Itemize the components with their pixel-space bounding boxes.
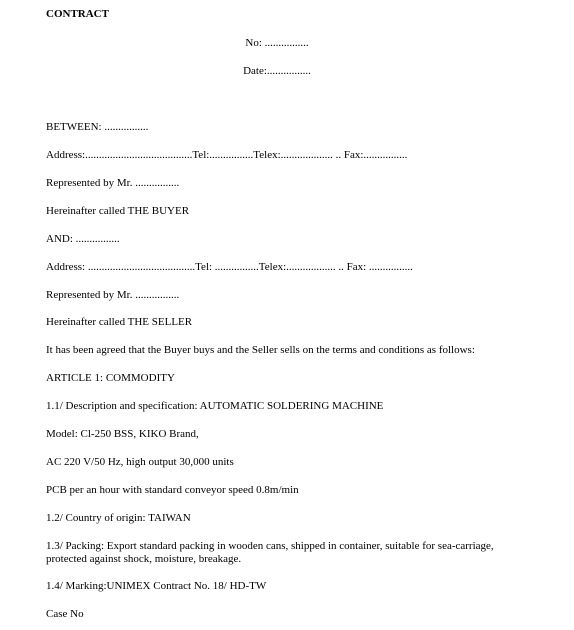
seller-called: Hereinafter called THE SELLER: [46, 316, 193, 328]
contract-date: Date:................: [243, 65, 311, 77]
article-1-packing: 1.3/ Packing: Export standard packing in wooden cans, shipped in container, suitable for sea-carriage, protected against shock, moisture, breakage.: [46, 540, 494, 565]
agreement-text: It has been agreed that the Buyer buys and the Seller sells on the terms and conditions as follows:: [46, 344, 475, 356]
article-1-power: AC 220 V/50 Hz, high output 30,000 units: [46, 456, 234, 468]
buyer-called: Hereinafter called THE BUYER: [46, 205, 190, 217]
article-1-model: Model: Cl-250 BSS, KIKO Brand,: [46, 428, 199, 440]
buyer-represented: Represented by Mr. ................: [46, 177, 180, 189]
buyer-address: Address:.......................................Tel:................Telex:................... .. Fax:................: [46, 149, 408, 161]
article-1-pcb: PCB per an hour with standard conveyor speed 0.8m/min: [46, 484, 299, 496]
article-1-origin: 1.2/ Country of origin: TAIWAN: [46, 512, 191, 524]
article-1-case: Case No: [46, 608, 84, 620]
article-1-description: 1.1/ Description and specification: AUTOMATIC SOLDERING MACHINE: [46, 400, 384, 412]
contract-title: CONTRACT: [46, 8, 109, 20]
seller-and: AND: ................: [46, 233, 120, 245]
seller-address: Address: .......................................Tel: ................Telex:.................. .. Fax: ................: [46, 261, 413, 273]
article-1-marking: 1.4/ Marking:UNIMEX Contract No. 18/ HD-TW: [46, 580, 267, 592]
article-1-heading: ARTICLE 1: COMMODITY: [46, 372, 175, 384]
contract-number: No: ................: [245, 37, 309, 49]
seller-represented: Represented by Mr. ................: [46, 289, 180, 301]
buyer-between: BETWEEN: ................: [46, 121, 149, 133]
